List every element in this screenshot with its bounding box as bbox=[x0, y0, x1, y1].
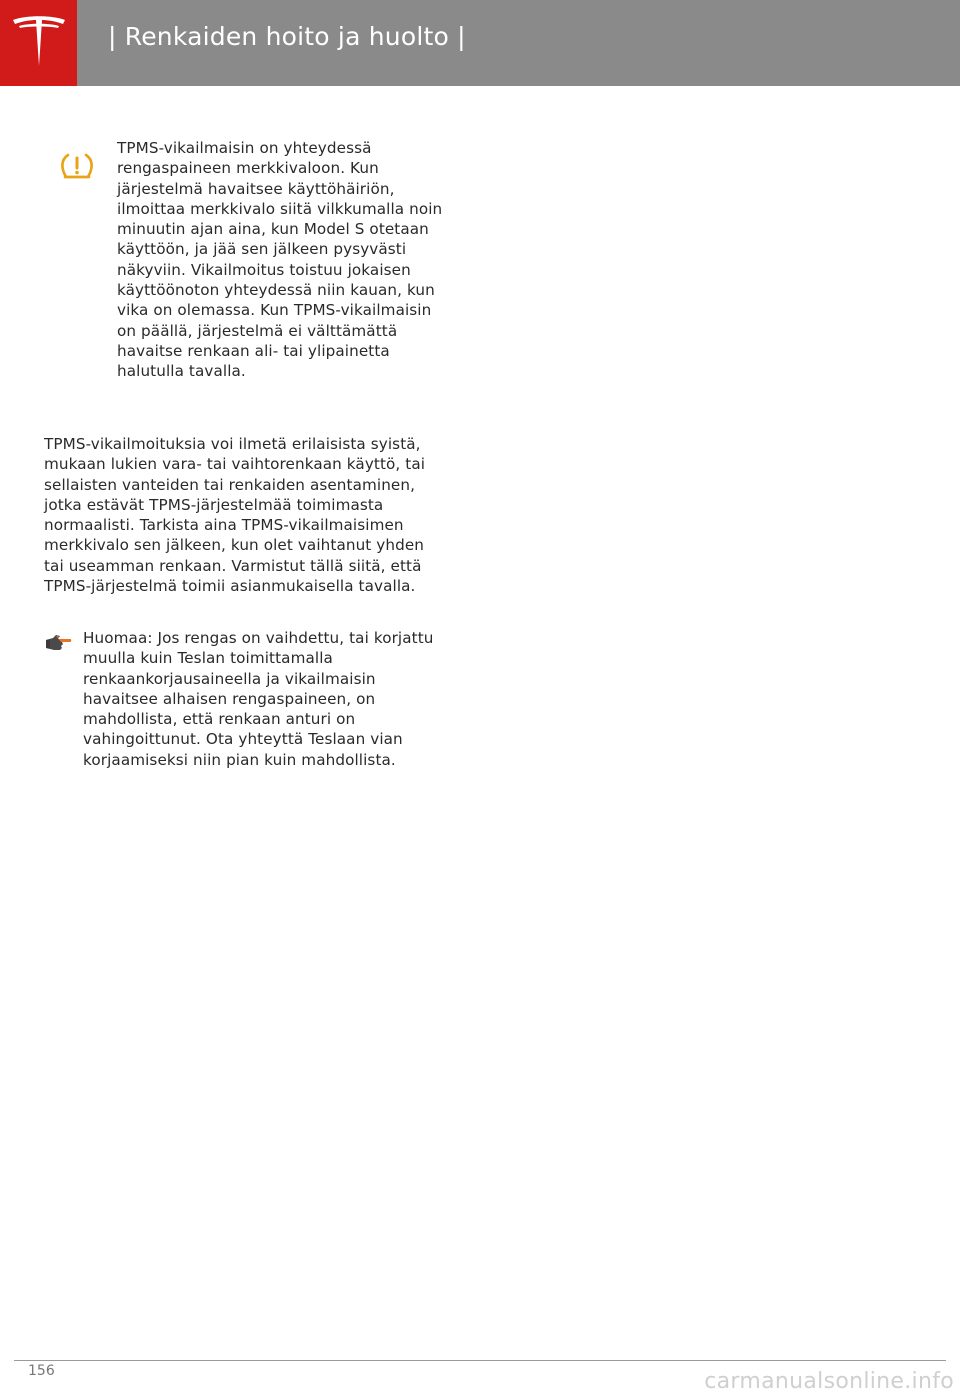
tpms-warning-text: TPMS-vikailmaisin on yhteydessä rengaspaineen merkkivaloon. Kun järjestelmä havaitsee käyttöhäiriön, ilmoittaa merkkivalo siitä vilkkumalla noin minuutin ajan aina, kun Model S otetaan käyttöön, ja jää sen jälkeen pysyvästi näkyviin. Vikailmoitus toistuu jokaisen käyttöönoton yhteydessä niin kauan, kun vika on olemassa. Kun TPMS-vikailmaisin on päällä, järjestelmä ei välttämättä havaitse renkaan ali- tai ylipainetta halutulla tavalla. bbox=[117, 139, 443, 381]
logo-box bbox=[0, 0, 77, 86]
footer-divider bbox=[14, 1360, 946, 1361]
body-paragraph: TPMS-vikailmoituksia voi ilmetä erilaisista syistä, mukaan lukien vara- tai vaihtorenkaan käyttö, tai sellaisten vanteiden tai renkaiden asentaminen, jotka estävät TPMS-järjestelmää toimimasta normaalisti. Tarkista aina TPMS-vikailmaisimen merkkivalo sen jälkeen, kun olet vaihtanut yhden tai useamman renkaan. Varmistut tällä siitä, että TPMS-järjestelmä toimii asianmukaisella tavalla. bbox=[44, 435, 426, 596]
watermark: carmanualsonline.info bbox=[704, 1369, 954, 1394]
page-header bbox=[0, 0, 960, 86]
tpms-warning-icon bbox=[60, 149, 94, 183]
page-title: | Renkaiden hoito ja huolto | bbox=[108, 22, 466, 51]
page-number: 156 bbox=[28, 1363, 55, 1379]
note-text: Huomaa: Jos rengas on vaihdettu, tai korjattu muulla kuin Teslan toimittamalla renkaankorjausaineella ja vikailmaisin havaitsee alhaisen rengaspaineen, on mahdollista, että renkaan anturi on vahingoittunut. Ota yhteyttä Teslaan vian korjaamiseksi niin pian kuin mahdollista. bbox=[83, 629, 434, 769]
tesla-logo-icon bbox=[11, 14, 67, 72]
pointing-hand-icon bbox=[44, 632, 72, 654]
